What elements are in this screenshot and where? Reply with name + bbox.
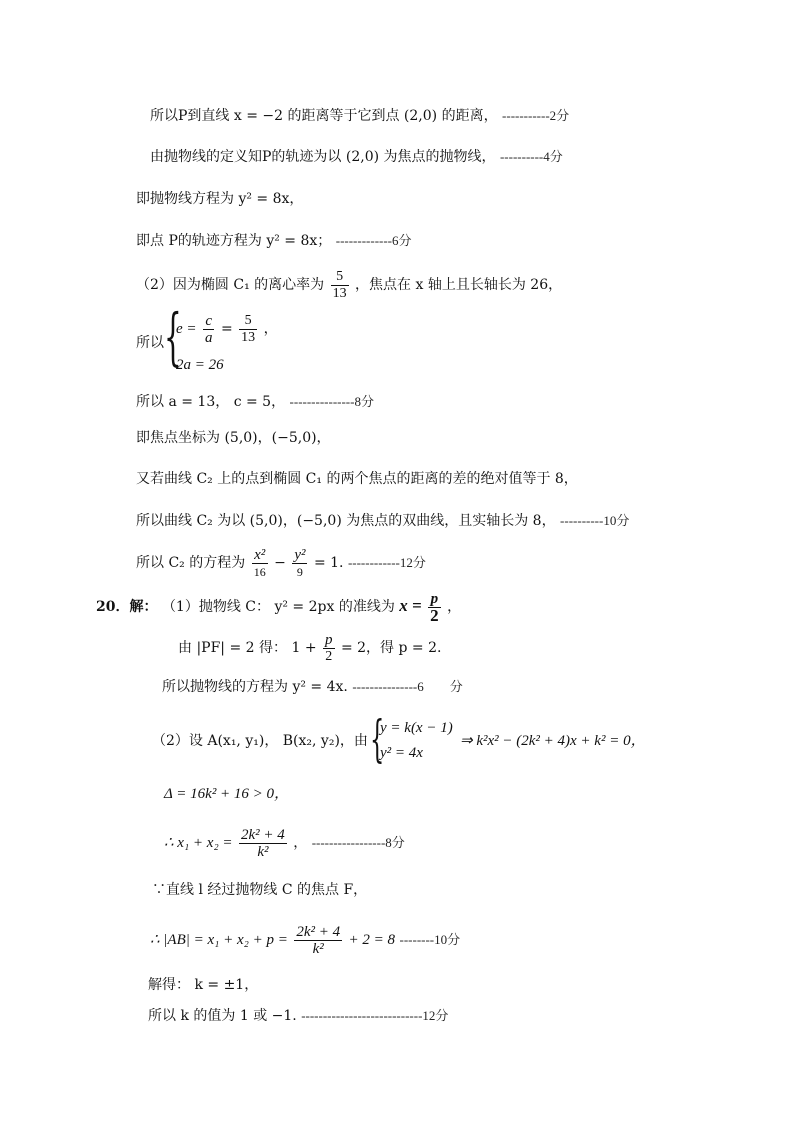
math-text: e = bbox=[176, 321, 197, 337]
fraction bbox=[239, 827, 287, 860]
math-text: ⇒ k²x² − (2k² + 4)x + k² = 0， bbox=[460, 733, 646, 749]
text-line-1 bbox=[150, 106, 569, 126]
line-text: ，焦点在 x 轴上且长轴长为 26， bbox=[355, 277, 563, 293]
math-text: ， bbox=[263, 321, 278, 337]
fraction bbox=[294, 924, 342, 957]
text-line-17 bbox=[164, 825, 405, 861]
text-line-9 bbox=[136, 469, 578, 489]
text-line-16 bbox=[164, 784, 289, 804]
math-text: + 2 = 8 bbox=[348, 932, 396, 948]
math-text: ， bbox=[447, 599, 462, 615]
line-text: 所以 k 的值为 1 或 −1. bbox=[148, 1008, 297, 1024]
question-label: 20．解： bbox=[96, 599, 158, 615]
score-mark: ---------------8分 bbox=[289, 394, 374, 409]
fraction bbox=[292, 547, 307, 580]
math-text: y² = 4x bbox=[380, 745, 423, 761]
text-line-2 bbox=[150, 147, 563, 167]
denominator: k² bbox=[312, 940, 324, 957]
score-mark: -----------------8分 bbox=[311, 835, 405, 850]
numerator: 2k² + 4 bbox=[296, 923, 341, 940]
system-row-2 bbox=[380, 743, 423, 763]
math-text: − bbox=[274, 555, 286, 571]
line-text: 即点 P的轨迹方程为 y² = 8x； bbox=[136, 233, 332, 249]
line-text: 解得： k = ±1， bbox=[148, 977, 259, 993]
fraction bbox=[239, 313, 257, 346]
text-line-12 bbox=[96, 588, 461, 625]
line-text: 所以曲线 C₂ 为以 (5,0)，(−5,0) 为焦点的双曲线，且实轴长为 8， bbox=[136, 513, 556, 529]
text-line-19 bbox=[150, 922, 460, 958]
math-text: ∴ x₁ + x₂ = bbox=[164, 835, 233, 851]
line-text: 所以 C₂ 的方程为 bbox=[136, 555, 246, 571]
system-row-2 bbox=[176, 355, 224, 375]
line-text: （2）设 A(x₁, y₁)， B(x₂, y₂)，由 bbox=[152, 733, 368, 749]
line-text: 所以 bbox=[136, 335, 164, 351]
text-line-14 bbox=[162, 677, 463, 697]
score-mark: ----------------------------12分 bbox=[301, 1008, 449, 1023]
denominator: k² bbox=[257, 843, 269, 860]
numerator: 5 bbox=[239, 313, 257, 330]
text-line-7 bbox=[136, 392, 374, 412]
line-text: 即抛物线方程为 y² = 8x， bbox=[136, 191, 304, 207]
fraction bbox=[331, 269, 349, 302]
text-line-4 bbox=[136, 231, 412, 251]
line-text: ∵直线 l 经过抛物线 C 的焦点 F， bbox=[152, 882, 368, 898]
denominator: 13 bbox=[332, 285, 347, 301]
numerator: 2k² + 4 bbox=[241, 826, 285, 843]
text-line-11 bbox=[136, 545, 426, 581]
line-text: = 2，得 p = 2. bbox=[340, 640, 442, 656]
line-text: 所以 a = 13， c = 5， bbox=[136, 394, 286, 410]
score-mark: ----------10分 bbox=[560, 513, 630, 528]
denominator: 9 bbox=[296, 564, 303, 579]
text-line-15 bbox=[152, 731, 368, 751]
denominator: 2 bbox=[325, 648, 333, 664]
math-text: Δ = 16k² + 16 > 0， bbox=[164, 786, 290, 802]
score-mark: -------------6分 bbox=[335, 233, 412, 248]
numerator: x² bbox=[252, 547, 268, 564]
text-line-6-prefix bbox=[136, 333, 164, 353]
line-text: 由 |PF| = 2 得： 1 + bbox=[178, 640, 317, 656]
line-text: （1）抛物线 C： y² = 2px 的准线为 bbox=[161, 599, 395, 615]
line-text: （2）因为椭圆 C₁ 的离心率为 bbox=[136, 277, 325, 293]
line-text: 又若曲线 C₂ 上的点到椭圆 C₁ 的两个焦点的距离的差的绝对值等于 8， bbox=[136, 471, 578, 487]
math-text: ∴ |AB| = x₁ + x₂ + p = bbox=[150, 932, 288, 948]
left-brace-icon: { bbox=[370, 710, 385, 768]
denominator: 2 bbox=[430, 605, 439, 625]
text-line-8 bbox=[136, 428, 331, 448]
line-text: 即焦点坐标为 (5,0)，(−5,0)， bbox=[136, 430, 331, 446]
text-line-20 bbox=[148, 975, 258, 995]
system-row-1 bbox=[380, 718, 453, 738]
fraction bbox=[252, 547, 268, 580]
score-mark: -----------2分 bbox=[502, 108, 570, 123]
text-line-13 bbox=[178, 630, 441, 666]
fraction bbox=[323, 632, 335, 665]
score-mark: ---------------6 分 bbox=[352, 679, 463, 694]
score-mark: --------10分 bbox=[399, 932, 461, 947]
fraction bbox=[203, 313, 215, 346]
text-line-10 bbox=[136, 511, 629, 531]
numerator: 5 bbox=[331, 269, 349, 286]
score-mark: ------------12分 bbox=[347, 555, 426, 570]
denominator: 16 bbox=[253, 564, 266, 579]
math-text: 2a = 26 bbox=[176, 357, 224, 373]
system-row-1 bbox=[176, 312, 278, 346]
denominator: 13 bbox=[241, 329, 256, 345]
math-text: = 1. bbox=[313, 555, 344, 571]
text-line-3 bbox=[136, 189, 303, 209]
text-line-18 bbox=[152, 880, 367, 900]
math-text: y = k(x − 1) bbox=[380, 720, 453, 736]
numerator: c bbox=[203, 313, 215, 330]
numerator: p bbox=[325, 631, 333, 648]
math-text: ， bbox=[293, 835, 308, 851]
line-text: 由抛物线的定义知P的轨迹为以 (2,0) 为焦点的抛物线， bbox=[150, 149, 496, 165]
fraction bbox=[428, 591, 441, 624]
line-text: 所以抛物线的方程为 y² = 4x. bbox=[162, 679, 348, 695]
numerator: y² bbox=[294, 546, 306, 563]
line-text: 所以P到直线 x = −2 的距离等于它到点 (2,0) 的距离， bbox=[150, 108, 498, 124]
text-line-21 bbox=[148, 1006, 448, 1026]
left-brace-icon: { bbox=[164, 300, 182, 373]
text-line-15-end bbox=[460, 731, 646, 751]
math-text: = bbox=[220, 321, 233, 337]
numerator: p bbox=[428, 591, 441, 608]
denominator: a bbox=[204, 329, 213, 346]
math-text: x = bbox=[399, 596, 422, 615]
text-line-5 bbox=[136, 267, 562, 303]
score-mark: ----------4分 bbox=[499, 149, 563, 164]
